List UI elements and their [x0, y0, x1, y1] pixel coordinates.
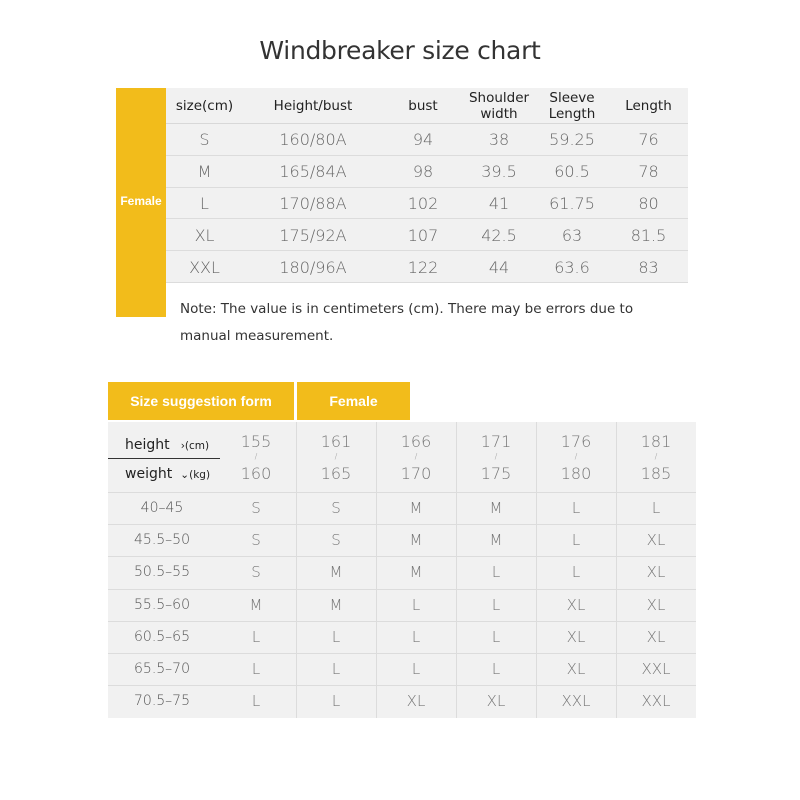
suggested-size: S	[251, 563, 261, 582]
size-chart-header-cell: Height/bust	[273, 98, 353, 114]
table-cell: 61.75	[549, 193, 595, 213]
height-range-sep: /	[254, 452, 258, 461]
weight-label: weight	[125, 466, 173, 482]
size-suggestion-table	[108, 422, 696, 718]
height-range-bottom: 165	[320, 464, 352, 483]
suggested-size: L	[331, 627, 341, 646]
suggested-size: L	[491, 595, 501, 614]
table-row	[166, 124, 688, 156]
table-cell: 122	[407, 257, 439, 277]
suggested-size: M	[329, 563, 343, 582]
table-cell: 81.5	[630, 225, 667, 245]
suggested-size: S	[251, 499, 261, 517]
suggested-size: M	[329, 595, 343, 614]
suggested-size: L	[571, 531, 581, 550]
suggested-size: L	[411, 660, 421, 678]
suggested-size: S	[251, 531, 261, 550]
height-range-top: 176	[560, 432, 592, 451]
height-header	[125, 434, 209, 453]
weight-unit: (kg)	[189, 469, 211, 481]
suggested-size: XXL	[561, 692, 591, 711]
height-range-sep: /	[414, 452, 418, 461]
measurement-note: Note: The value is in centimeters (cm). There may be errors due to manual measurement.	[180, 301, 634, 344]
suggested-size: XL	[406, 692, 426, 711]
table-cell: L	[200, 193, 209, 213]
table-cell: 41	[488, 193, 510, 213]
table-cell: M	[197, 162, 212, 182]
table-cell: 98	[412, 162, 434, 182]
table-cell: 63	[561, 225, 583, 245]
table-row	[108, 556, 696, 588]
suggested-size: XL	[646, 627, 666, 646]
suggested-size: L	[491, 660, 501, 678]
suggested-size: XL	[646, 531, 666, 550]
weight-arrow-icon: ⌄	[180, 469, 190, 481]
table-cell: 175/92A	[279, 225, 347, 245]
female-label: Female	[120, 194, 162, 208]
table-cell: 39.5	[481, 162, 517, 182]
table-row	[108, 524, 696, 556]
female-band	[116, 88, 166, 317]
weight-range: 55.5–60	[134, 596, 190, 613]
height-range-bottom: 180	[560, 464, 592, 483]
suggested-size: S	[331, 531, 341, 550]
suggested-size: XXL	[641, 692, 671, 711]
table-cell: 42.5	[481, 225, 517, 245]
table-row	[166, 188, 688, 220]
suggested-size: S	[331, 499, 341, 517]
height-label: height	[125, 437, 170, 453]
table-cell: S	[199, 130, 210, 150]
suggested-size: M	[489, 499, 503, 517]
suggested-size: XL	[646, 563, 666, 582]
height-arrow-icon: ›	[180, 440, 185, 452]
table-row	[166, 251, 688, 283]
table-row	[108, 589, 696, 621]
size-chart-header-row	[166, 88, 688, 124]
suggested-size: L	[251, 660, 261, 678]
height-range-sep: /	[654, 452, 658, 461]
height-range-top: 155	[240, 432, 272, 451]
female-tab: Female	[297, 382, 410, 420]
table-row	[108, 685, 696, 717]
suggested-size: L	[491, 563, 501, 582]
height-range-sep: /	[334, 452, 338, 461]
suggested-size: M	[409, 563, 423, 582]
weight-range: 50.5–55	[134, 564, 190, 581]
table-cell: 180/96A	[279, 257, 347, 277]
suggested-size: L	[571, 499, 581, 517]
table-cell: 63.6	[554, 257, 590, 277]
suggested-size: L	[331, 692, 341, 711]
table-cell: 83	[638, 257, 659, 277]
size-chart-table	[166, 88, 688, 283]
height-range-top: 181	[640, 432, 672, 451]
suggested-size: M	[409, 531, 423, 550]
height-range-bottom: 170	[400, 464, 432, 483]
table-cell: 59.25	[549, 130, 595, 150]
suggested-size: XL	[566, 660, 586, 678]
table-cell: XXL	[189, 257, 220, 277]
height-range-header	[376, 422, 456, 490]
table-cell: 80	[638, 193, 659, 213]
suggested-size: XL	[486, 692, 506, 711]
size-chart-header-cell: Shoulder width	[468, 90, 530, 122]
table-cell: 94	[412, 130, 434, 150]
table-cell: 160/80A	[279, 130, 347, 150]
height-range-sep: /	[494, 452, 498, 461]
weight-range: 45.5–50	[134, 532, 190, 549]
weight-range: 65.5–70	[134, 661, 190, 677]
table-cell: 165/84A	[279, 162, 347, 182]
height-unit: (cm)	[184, 440, 210, 452]
table-row	[108, 492, 696, 524]
size-suggestion-tab: Size suggestion form	[108, 382, 294, 420]
height-range-header	[296, 422, 376, 490]
weight-range: 60.5–65	[134, 628, 190, 645]
suggested-size: L	[331, 660, 341, 678]
size-chart-header-cell: Sleeve Length	[548, 90, 596, 122]
height-range-header	[536, 422, 616, 490]
suggested-size: XL	[566, 627, 586, 646]
size-chart-header-cell: bust	[408, 98, 438, 114]
suggested-size: M	[489, 531, 503, 550]
height-range-bottom: 175	[480, 464, 512, 483]
table-cell: 78	[638, 162, 659, 182]
suggested-size: XL	[566, 595, 586, 614]
weight-header	[125, 463, 210, 482]
suggested-size: L	[251, 627, 261, 646]
height-range-header	[456, 422, 536, 490]
table-row	[108, 621, 696, 653]
height-range-bottom: 185	[640, 464, 672, 483]
table-cell: 107	[407, 225, 439, 245]
suggested-size: L	[251, 692, 261, 711]
size-chart-header-cell: size(cm)	[175, 98, 234, 114]
table-row	[108, 653, 696, 685]
table-row	[166, 156, 688, 188]
table-cell: 44	[488, 257, 510, 277]
weight-range: 70.5–75	[134, 693, 190, 710]
height-range-header	[616, 422, 696, 490]
suggested-size: M	[249, 595, 263, 614]
suggested-size: M	[409, 499, 423, 517]
table-cell: 38	[488, 130, 510, 150]
height-range-header	[216, 422, 296, 490]
weight-range: 40–45	[140, 500, 184, 516]
suggested-size: L	[571, 563, 581, 582]
header-separator	[108, 458, 220, 459]
page-title: Windbreaker size chart	[259, 36, 541, 65]
table-cell: 76	[638, 130, 659, 150]
suggested-size: L	[411, 595, 421, 614]
table-cell: 60.5	[554, 162, 590, 182]
table-row	[166, 219, 688, 251]
table-cell: 102	[407, 193, 439, 213]
suggested-size: L	[411, 627, 421, 646]
table-cell: 170/88A	[279, 193, 347, 213]
height-range-sep: /	[574, 452, 578, 461]
height-range-top: 166	[400, 432, 432, 451]
suggested-size: XL	[646, 595, 666, 614]
height-range-bottom: 160	[240, 464, 272, 483]
suggested-size: L	[491, 627, 501, 646]
suggested-size: L	[651, 499, 661, 517]
height-range-top: 161	[320, 432, 352, 451]
size-chart-header-cell: Length	[625, 98, 672, 114]
suggested-size: XXL	[641, 660, 671, 678]
height-range-top: 171	[480, 432, 512, 451]
table-cell: XL	[194, 225, 215, 245]
